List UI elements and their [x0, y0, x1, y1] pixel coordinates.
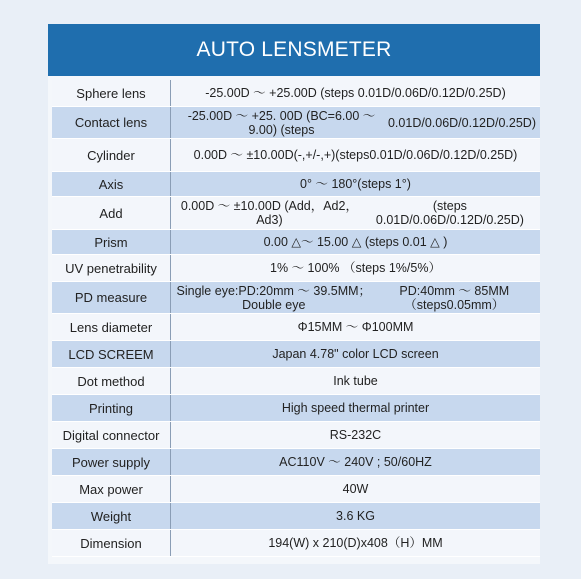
page-title: AUTO LENSMETER	[48, 24, 540, 76]
spec-value-line: -25.00D ～ +25.00D (steps 0.01D/0.06D/0.12D/0.25D)	[205, 86, 506, 100]
spec-value	[171, 395, 540, 421]
spec-value-line: 3.6 KG	[336, 509, 375, 523]
spec-value	[171, 341, 540, 367]
spec-value-line: High speed thermal printer	[281, 401, 430, 415]
spec-label: Weight	[52, 503, 171, 529]
spec-value	[171, 139, 540, 171]
spec-label: Power supply	[52, 449, 171, 475]
spec-label: Dimension	[52, 530, 171, 556]
spec-value	[171, 476, 540, 502]
spec-label: Cylinder	[52, 139, 171, 171]
spec-label: Add	[52, 197, 171, 229]
spec-value-line: RS-232C	[329, 428, 382, 442]
table-row	[52, 503, 540, 530]
table-row	[52, 80, 540, 107]
spec-value	[171, 197, 540, 229]
table-row	[52, 314, 540, 341]
spec-value	[171, 368, 540, 394]
table-row	[52, 230, 540, 255]
spec-value	[171, 255, 540, 281]
spec-label: Sphere lens	[52, 80, 171, 106]
spec-value	[171, 172, 540, 196]
spec-value	[171, 282, 540, 313]
spec-value-line: (steps 0.01D/0.06D/0.12D/0.25D)	[375, 199, 524, 227]
spec-value	[171, 80, 540, 106]
spec-value-line: 1% ～ 100% （steps 1%/5%）	[270, 261, 441, 275]
spec-value	[171, 230, 540, 254]
spec-value	[171, 503, 540, 529]
table-row	[52, 530, 540, 557]
table-row	[52, 449, 540, 476]
spec-label: Contact lens	[52, 107, 171, 138]
spec-value-line: Ink tube	[333, 374, 378, 388]
table-row	[52, 107, 540, 139]
spec-label: PD measure	[52, 282, 171, 313]
spec-label: UV penetrability	[52, 255, 171, 281]
table-row	[52, 422, 540, 449]
table-row	[52, 197, 540, 230]
spec-label: Printing	[52, 395, 171, 421]
table-row	[52, 255, 540, 282]
spec-value	[171, 107, 540, 138]
spec-value-line: AC110V ～ 240V ; 50/60HZ	[279, 455, 432, 469]
spec-value-line: 0.00 △～ 15.00 △ (steps 0.01 △ )	[263, 235, 448, 249]
spec-table	[52, 80, 540, 557]
spec-value-line: 0.01D/0.06D/0.12D/0.25D)	[369, 148, 518, 162]
table-row	[52, 341, 540, 368]
spec-value-line: Japan 4.78" color LCD screen	[272, 347, 439, 361]
table-row	[52, 368, 540, 395]
spec-label: Prism	[52, 230, 171, 254]
spec-value-line: 194(W) x 210(D)x408（H）MM	[268, 536, 443, 550]
spec-label: Axis	[52, 172, 171, 196]
spec-label: Dot method	[52, 368, 171, 394]
spec-value	[171, 530, 540, 556]
spec-label: Max power	[52, 476, 171, 502]
spec-card	[48, 24, 540, 564]
table-row	[52, 476, 540, 503]
spec-value-line: 0° ～ 180°(steps 1°)	[300, 177, 411, 191]
spec-value-line: 40W	[342, 482, 369, 496]
spec-value-line: 0.00D ～ ±10.00D(-,+/-,+)(steps	[193, 148, 370, 162]
spec-value-line: PD:40mm ～ 85MM （steps0.05mm）	[399, 283, 510, 312]
spec-value-line: 0.00D ～ ±10.00D (Add，Ad2，Ad3)	[180, 199, 358, 227]
table-row	[52, 172, 540, 197]
spec-value-line: 0.01D/0.06D/0.12D/0.25D)	[387, 115, 536, 130]
spec-label: Digital connector	[52, 422, 171, 448]
spec-label: LCD SCREEM	[52, 341, 171, 367]
spec-value	[171, 449, 540, 475]
spec-value	[171, 314, 540, 340]
spec-value	[171, 422, 540, 448]
spec-value-line: Single eye:PD:20mm ～ 39.5MM；Double eye	[176, 283, 372, 312]
spec-value-line: -25.00D ～ +25. 00D (BC=6.00 ～ 9.00) (steps	[187, 108, 376, 137]
spec-value-line: Φ15MM ～ Φ100MM	[297, 320, 414, 334]
table-row	[52, 282, 540, 314]
spec-label: Lens diameter	[52, 314, 171, 340]
table-row	[52, 139, 540, 172]
table-row	[52, 395, 540, 422]
